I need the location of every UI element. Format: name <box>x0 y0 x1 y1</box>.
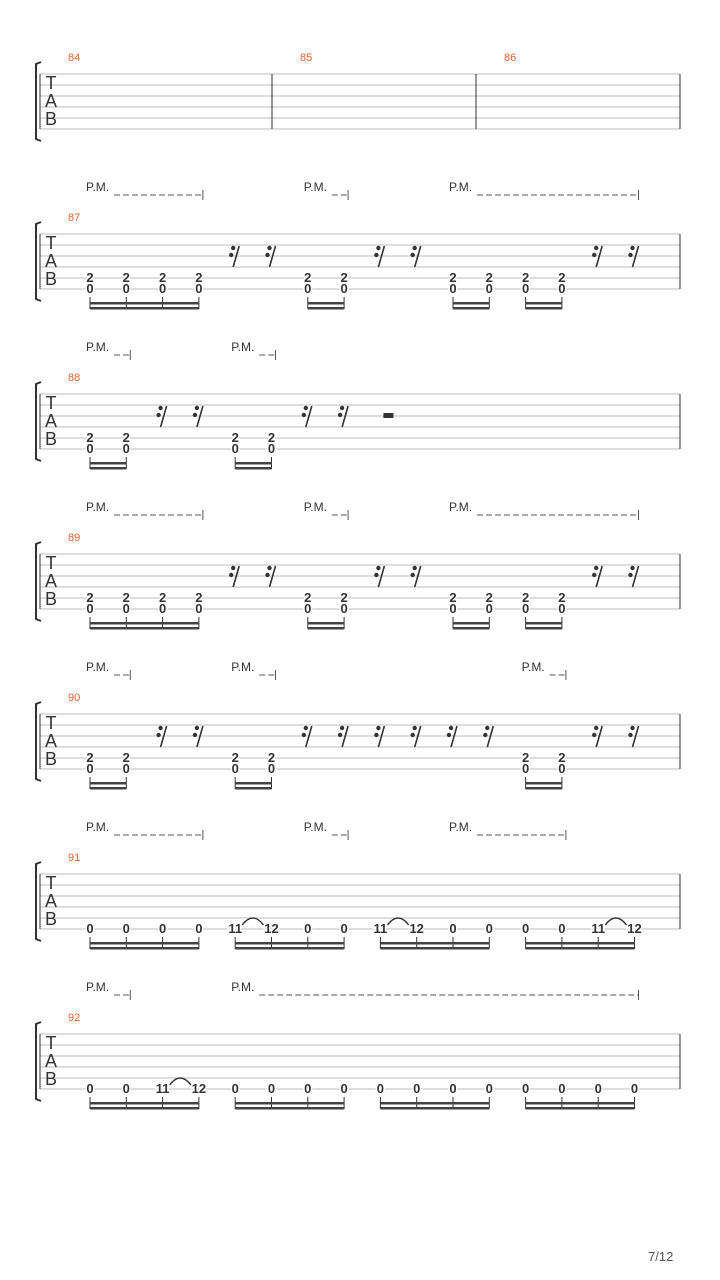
palm-mute-label: P.M. <box>86 820 110 834</box>
tab-clef-letter: T <box>45 873 57 893</box>
fret-number: 2 <box>158 590 167 605</box>
fret-number: 0 <box>304 921 312 936</box>
rest-dot <box>195 726 199 730</box>
fret-number: 2 <box>485 590 493 605</box>
beam <box>90 467 126 470</box>
rest-dot <box>158 726 162 730</box>
rest-dot <box>594 726 598 730</box>
beam <box>526 622 562 625</box>
rest-dot <box>411 733 415 737</box>
fret-number: 12 <box>264 921 279 936</box>
fret-number: 0 <box>449 601 457 616</box>
fret-number: 0 <box>122 1081 130 1096</box>
fret-number: 2 <box>340 590 348 605</box>
rest-dot <box>413 246 417 250</box>
rest-dot <box>340 726 344 730</box>
rest-dot <box>628 573 632 577</box>
rest-dot <box>338 413 342 417</box>
measure-number: 88 <box>68 372 81 384</box>
fret-number: 0 <box>122 761 130 776</box>
rest-dot <box>411 253 415 257</box>
fret-number: 2 <box>267 750 276 765</box>
beam <box>380 1102 489 1105</box>
fret-number: 0 <box>267 1081 276 1096</box>
fret-number: 0 <box>86 761 94 776</box>
rest-dot <box>231 246 235 250</box>
tab-clef-letter: B <box>44 1069 58 1089</box>
fret-number: 2 <box>521 590 530 605</box>
fret-number: 0 <box>340 921 348 936</box>
beam <box>526 302 562 305</box>
beam <box>90 622 199 625</box>
fret-number: 0 <box>86 441 94 456</box>
beam <box>526 942 635 945</box>
fret-number: 0 <box>158 281 167 296</box>
tab-clef-letter: B <box>44 909 58 929</box>
measure-number: 91 <box>68 852 81 864</box>
tab-clef-letter: T <box>45 553 57 573</box>
fret-number: 0 <box>485 601 493 616</box>
rest-dot <box>594 246 598 250</box>
rest-dot <box>413 566 417 570</box>
rest-dot <box>193 413 197 417</box>
fret-number: 0 <box>340 281 348 296</box>
rest-dot <box>338 733 342 737</box>
fret-number: 0 <box>449 921 457 936</box>
tab-clef-letter: T <box>45 393 57 413</box>
tab-clef-letter: B <box>44 269 58 289</box>
rest-dot <box>156 413 160 417</box>
tab-clef-letter: A <box>44 91 58 111</box>
measure-number: 87 <box>68 212 81 224</box>
palm-mute-label: P.M. <box>231 340 255 354</box>
fret-number: 2 <box>521 750 530 765</box>
measure-number: 90 <box>68 692 81 704</box>
fret-number: 2 <box>558 270 566 285</box>
fret-number: 0 <box>304 281 312 296</box>
fret-number: 0 <box>521 601 530 616</box>
beam <box>380 1107 489 1110</box>
palm-mute-label: P.M. <box>231 980 255 994</box>
fret-number: 0 <box>521 281 530 296</box>
measure-number: 86 <box>504 52 517 64</box>
rest-dot <box>267 246 271 250</box>
tab-clef-letter: T <box>45 73 57 93</box>
fret-number: 0 <box>122 281 130 296</box>
beam <box>235 947 344 950</box>
fret-number: 2 <box>449 590 457 605</box>
fret-number: 0 <box>122 441 130 456</box>
fret-number: 0 <box>86 1081 94 1096</box>
beam <box>235 462 271 465</box>
slur <box>242 918 263 925</box>
half-rest <box>383 413 393 418</box>
fret-number: 0 <box>122 601 130 616</box>
beam <box>235 782 271 785</box>
beam <box>453 627 489 630</box>
palm-mute-label: P.M. <box>449 180 473 194</box>
fret-number: 0 <box>449 1081 457 1096</box>
beam <box>235 1102 344 1105</box>
fret-number: 2 <box>86 750 94 765</box>
rest-dot <box>413 726 417 730</box>
fret-number: 11 <box>373 921 388 936</box>
rest-dot <box>302 413 306 417</box>
rest-dot <box>449 726 453 730</box>
fret-number: 0 <box>558 761 566 776</box>
beam <box>380 942 489 945</box>
beam <box>526 1107 635 1110</box>
fret-number: 2 <box>558 590 566 605</box>
fret-number: 0 <box>521 1081 530 1096</box>
tab-clef-letter: B <box>44 749 58 769</box>
palm-mute-label: P.M. <box>231 660 255 674</box>
tab-clef-letter: T <box>45 1033 57 1053</box>
rest-dot <box>374 573 378 577</box>
rest-dot <box>374 733 378 737</box>
rest-dot <box>592 253 596 257</box>
fret-number: 0 <box>449 281 457 296</box>
fret-number: 0 <box>485 281 493 296</box>
rest-dot <box>340 406 344 410</box>
fret-number: 0 <box>376 1081 385 1096</box>
beam <box>526 782 562 785</box>
palm-mute-label: P.M. <box>449 820 473 834</box>
beam <box>235 787 271 790</box>
rest-dot <box>265 253 269 257</box>
tab-clef-letter: B <box>44 589 58 609</box>
rest-dot <box>158 406 162 410</box>
fret-number: 0 <box>158 921 167 936</box>
fret-number: 0 <box>122 921 130 936</box>
fret-number: 0 <box>558 281 566 296</box>
rest-dot <box>193 733 197 737</box>
palm-mute-label: P.M. <box>521 660 545 674</box>
fret-number: 2 <box>304 590 312 605</box>
fret-number: 0 <box>521 921 530 936</box>
beam <box>453 622 489 625</box>
rest-dot <box>267 566 271 570</box>
fret-number: 2 <box>340 270 348 285</box>
rest-dot <box>195 406 199 410</box>
palm-mute-label: P.M. <box>303 820 327 834</box>
palm-mute-label: P.M. <box>303 500 327 514</box>
measure-number: 92 <box>68 1012 81 1024</box>
fret-number: 0 <box>158 601 167 616</box>
beam <box>526 947 635 950</box>
beam <box>90 782 126 785</box>
fret-number: 12 <box>627 921 642 936</box>
fret-number: 12 <box>409 921 424 936</box>
palm-mute-label: P.M. <box>86 660 110 674</box>
fret-number: 2 <box>86 270 94 285</box>
beam <box>380 947 489 950</box>
fret-number: 0 <box>413 1081 421 1096</box>
fret-number: 2 <box>122 270 130 285</box>
rest-dot <box>229 573 233 577</box>
beam <box>308 627 344 630</box>
fret-number: 0 <box>521 761 530 776</box>
fret-number: 0 <box>231 441 239 456</box>
page-number: 7/12 <box>648 1249 674 1264</box>
tab-clef-letter: A <box>44 251 58 271</box>
beam <box>308 302 344 305</box>
beam <box>308 307 344 310</box>
fret-number: 0 <box>630 1081 639 1096</box>
rest-dot <box>592 573 596 577</box>
beam <box>90 307 199 310</box>
fret-number: 0 <box>231 761 239 776</box>
fret-number: 2 <box>485 270 493 285</box>
fret-number: 2 <box>267 430 276 445</box>
beam <box>90 462 126 465</box>
beam <box>453 307 489 310</box>
fret-number: 12 <box>191 1081 207 1096</box>
measure-number: 85 <box>300 52 313 64</box>
fret-number: 0 <box>195 921 203 936</box>
fret-number: 0 <box>558 601 566 616</box>
palm-mute-label: P.M. <box>86 500 110 514</box>
fret-number: 2 <box>195 270 203 285</box>
fret-number: 2 <box>195 590 203 605</box>
rest-dot <box>630 566 634 570</box>
fret-number: 0 <box>340 1081 348 1096</box>
rest-dot <box>483 733 487 737</box>
beam <box>90 302 199 305</box>
fret-number: 0 <box>340 601 348 616</box>
measure-number: 89 <box>68 532 81 544</box>
fret-number: 0 <box>594 1081 602 1096</box>
fret-number: 0 <box>304 601 312 616</box>
fret-number: 0 <box>485 921 493 936</box>
fret-number: 11 <box>228 921 243 936</box>
fret-number: 2 <box>86 430 94 445</box>
rest-dot <box>485 726 489 730</box>
beam <box>235 942 344 945</box>
fret-number: 11 <box>591 921 606 936</box>
fret-number: 2 <box>304 270 312 285</box>
fret-number: 0 <box>195 601 203 616</box>
beam <box>526 307 562 310</box>
rest-dot <box>628 733 632 737</box>
palm-mute-label: P.M. <box>449 500 473 514</box>
beam <box>308 622 344 625</box>
beam <box>235 1107 344 1110</box>
rest-dot <box>374 253 378 257</box>
fret-number: 0 <box>195 281 203 296</box>
tab-clef-letter: T <box>45 233 57 253</box>
rest-dot <box>594 566 598 570</box>
fret-number: 0 <box>231 1081 239 1096</box>
beam <box>90 942 199 945</box>
fret-number: 0 <box>86 601 94 616</box>
palm-mute-label: P.M. <box>303 180 327 194</box>
fret-number: 2 <box>558 750 566 765</box>
rest-dot <box>592 733 596 737</box>
beam <box>90 947 199 950</box>
beam <box>90 1102 199 1105</box>
tab-clef-letter: B <box>44 109 58 129</box>
fret-number: 2 <box>158 270 167 285</box>
tab-clef-letter: A <box>44 411 58 431</box>
rest-dot <box>156 733 160 737</box>
fret-number: 11 <box>155 1081 170 1096</box>
rest-dot <box>304 726 308 730</box>
tab-clef-letter: A <box>44 571 58 591</box>
tab-clef-letter: A <box>44 891 58 911</box>
beam <box>235 467 271 470</box>
palm-mute-label: P.M. <box>86 340 110 354</box>
fret-number: 2 <box>122 430 130 445</box>
rest-dot <box>376 566 380 570</box>
fret-number: 2 <box>231 430 239 445</box>
rest-dot <box>447 733 451 737</box>
beam <box>453 302 489 305</box>
palm-mute-label: P.M. <box>86 180 110 194</box>
palm-mute-label: P.M. <box>86 980 110 994</box>
rest-dot <box>411 573 415 577</box>
rest-dot <box>376 726 380 730</box>
rest-dot <box>628 253 632 257</box>
slur <box>170 1078 191 1085</box>
beam <box>90 1107 199 1110</box>
rest-dot <box>229 253 233 257</box>
fret-number: 2 <box>122 590 130 605</box>
rest-dot <box>302 733 306 737</box>
measure-number: 84 <box>68 52 81 64</box>
fret-number: 2 <box>231 750 239 765</box>
fret-number: 0 <box>267 761 276 776</box>
tab-clef-letter: A <box>44 1051 58 1071</box>
slur <box>605 918 626 925</box>
fret-number: 2 <box>122 750 130 765</box>
beam <box>90 787 126 790</box>
fret-number: 0 <box>267 441 276 456</box>
fret-number: 0 <box>558 921 566 936</box>
fret-number: 0 <box>86 921 94 936</box>
beam <box>526 787 562 790</box>
slur <box>387 918 408 925</box>
fret-number: 0 <box>304 1081 312 1096</box>
tab-clef-letter: T <box>45 713 57 733</box>
beam <box>526 1102 635 1105</box>
fret-number: 2 <box>521 270 530 285</box>
rest-dot <box>304 406 308 410</box>
rest-dot <box>376 246 380 250</box>
rest-dot <box>231 566 235 570</box>
rest-dot <box>265 573 269 577</box>
fret-number: 0 <box>485 1081 493 1096</box>
rest-dot <box>630 726 634 730</box>
rest-dot <box>630 246 634 250</box>
fret-number: 0 <box>86 281 94 296</box>
tab-clef-letter: A <box>44 731 58 751</box>
beam <box>90 627 199 630</box>
fret-number: 2 <box>449 270 457 285</box>
tab-clef-letter: B <box>44 429 58 449</box>
beam <box>526 627 562 630</box>
fret-number: 0 <box>558 1081 566 1096</box>
fret-number: 2 <box>86 590 94 605</box>
